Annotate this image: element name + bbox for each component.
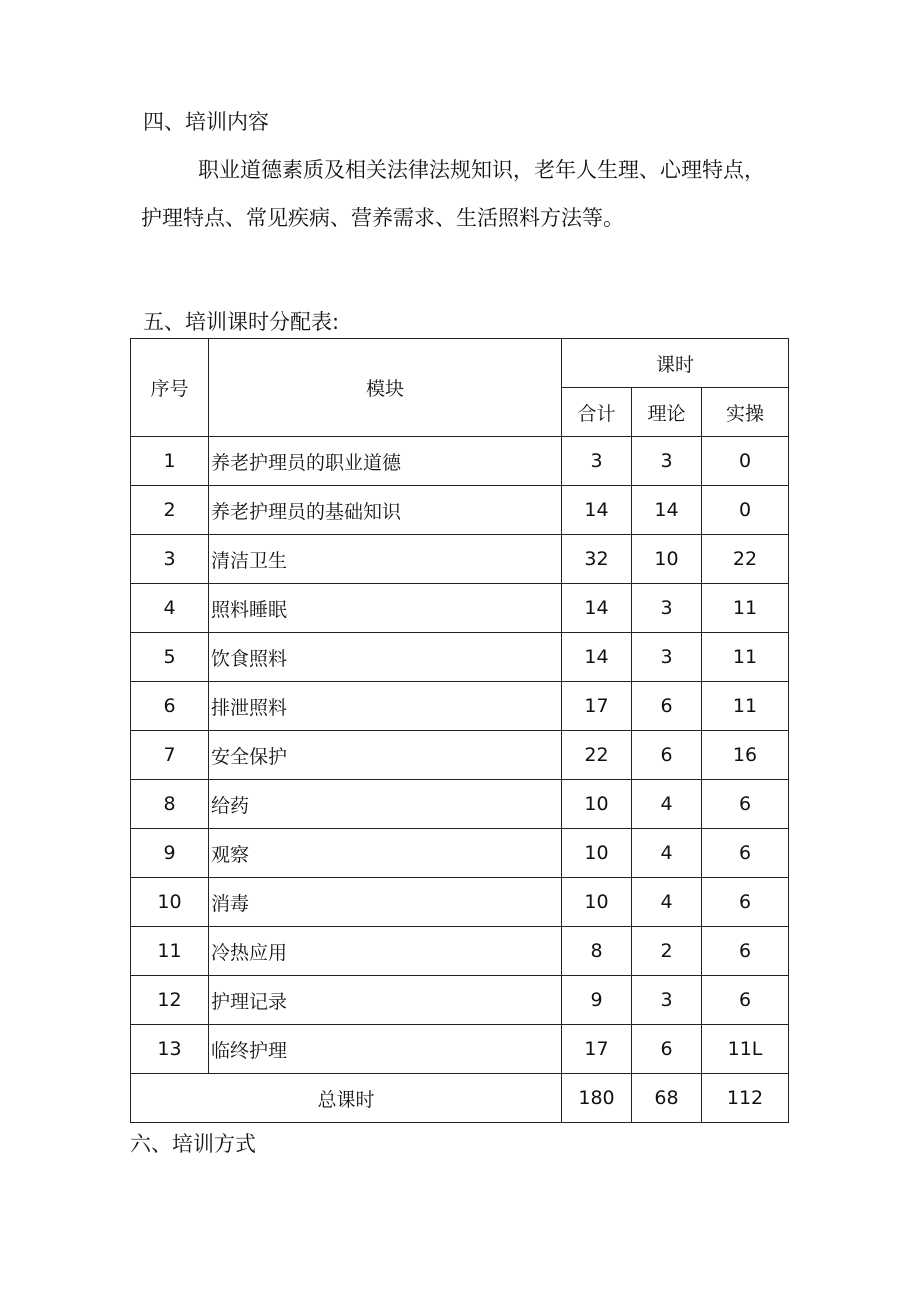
row-practice: 6 [702,976,789,1025]
table-row [131,535,789,584]
table-row [131,780,789,829]
row-no: 13 [131,1025,209,1074]
row-theory: 3 [632,584,702,633]
row-module: 照料睡眠 [209,584,562,633]
row-no: 10 [131,878,209,927]
table-row [131,829,789,878]
row-theory: 4 [632,780,702,829]
header-no: 序号 [131,339,209,437]
footer-total: 180 [562,1074,632,1123]
header-theory: 理论 [632,388,702,437]
row-theory: 6 [632,731,702,780]
hours-allocation-table [130,338,789,1123]
row-module: 养老护理员的基础知识 [209,486,562,535]
footer-label: 总课时 [131,1074,562,1123]
table-row [131,927,789,976]
row-total: 8 [562,927,632,976]
row-total: 10 [562,780,632,829]
table-row [131,633,789,682]
row-theory: 6 [632,682,702,731]
row-practice: 6 [702,829,789,878]
table-row [131,682,789,731]
row-practice: 6 [702,780,789,829]
row-total: 10 [562,829,632,878]
row-total: 32 [562,535,632,584]
row-no: 4 [131,584,209,633]
table-row [131,1025,789,1074]
section4-paragraph-line2: 护理特点、常见疾病、营养需求、生活照料方法等。 [141,206,624,230]
row-total: 14 [562,584,632,633]
row-module: 给药 [209,780,562,829]
row-total: 14 [562,486,632,535]
row-module: 消毒 [209,878,562,927]
row-practice: 0 [702,486,789,535]
row-practice: 11L [702,1025,789,1074]
row-module: 冷热应用 [209,927,562,976]
row-practice: 11 [702,682,789,731]
row-no: 1 [131,437,209,486]
row-theory: 3 [632,633,702,682]
table-row [131,878,789,927]
row-practice: 11 [702,584,789,633]
footer-practice: 112 [702,1074,789,1123]
row-total: 17 [562,682,632,731]
row-no: 7 [131,731,209,780]
row-module: 排泄照料 [209,682,562,731]
row-total: 22 [562,731,632,780]
row-theory: 3 [632,976,702,1025]
row-no: 5 [131,633,209,682]
row-theory: 14 [632,486,702,535]
row-total: 17 [562,1025,632,1074]
row-module: 观察 [209,829,562,878]
row-module: 清洁卫生 [209,535,562,584]
row-total: 3 [562,437,632,486]
header-total: 合计 [562,388,632,437]
section6-heading: 六、培训方式 [130,1132,256,1156]
row-module: 饮食照料 [209,633,562,682]
row-practice: 6 [702,878,789,927]
row-theory: 4 [632,878,702,927]
row-practice: 6 [702,927,789,976]
row-no: 12 [131,976,209,1025]
row-total: 10 [562,878,632,927]
row-no: 6 [131,682,209,731]
row-theory: 2 [632,927,702,976]
row-total: 9 [562,976,632,1025]
table-row [131,437,789,486]
table-row [131,584,789,633]
section5-heading: 五、培训课时分配表: [143,310,340,334]
row-module: 安全保护 [209,731,562,780]
row-total: 14 [562,633,632,682]
row-theory: 6 [632,1025,702,1074]
row-no: 9 [131,829,209,878]
footer-theory: 68 [632,1074,702,1123]
row-theory: 4 [632,829,702,878]
table-row [131,731,789,780]
row-practice: 16 [702,731,789,780]
row-practice: 11 [702,633,789,682]
header-hours: 课时 [562,339,789,388]
row-practice: 22 [702,535,789,584]
section4-heading: 四、培训内容 [143,110,269,134]
row-module: 护理记录 [209,976,562,1025]
row-practice: 0 [702,437,789,486]
row-no: 8 [131,780,209,829]
header-practice: 实操 [702,388,789,437]
section4-paragraph-line1: 职业道德素质及相关法律法规知识，老年人生理、心理特点， [198,158,765,182]
row-theory: 10 [632,535,702,584]
row-no: 2 [131,486,209,535]
row-module: 养老护理员的职业道德 [209,437,562,486]
table-row [131,976,789,1025]
header-module: 模块 [209,339,562,437]
row-module: 临终护理 [209,1025,562,1074]
table-row [131,486,789,535]
row-no: 11 [131,927,209,976]
row-no: 3 [131,535,209,584]
row-theory: 3 [632,437,702,486]
